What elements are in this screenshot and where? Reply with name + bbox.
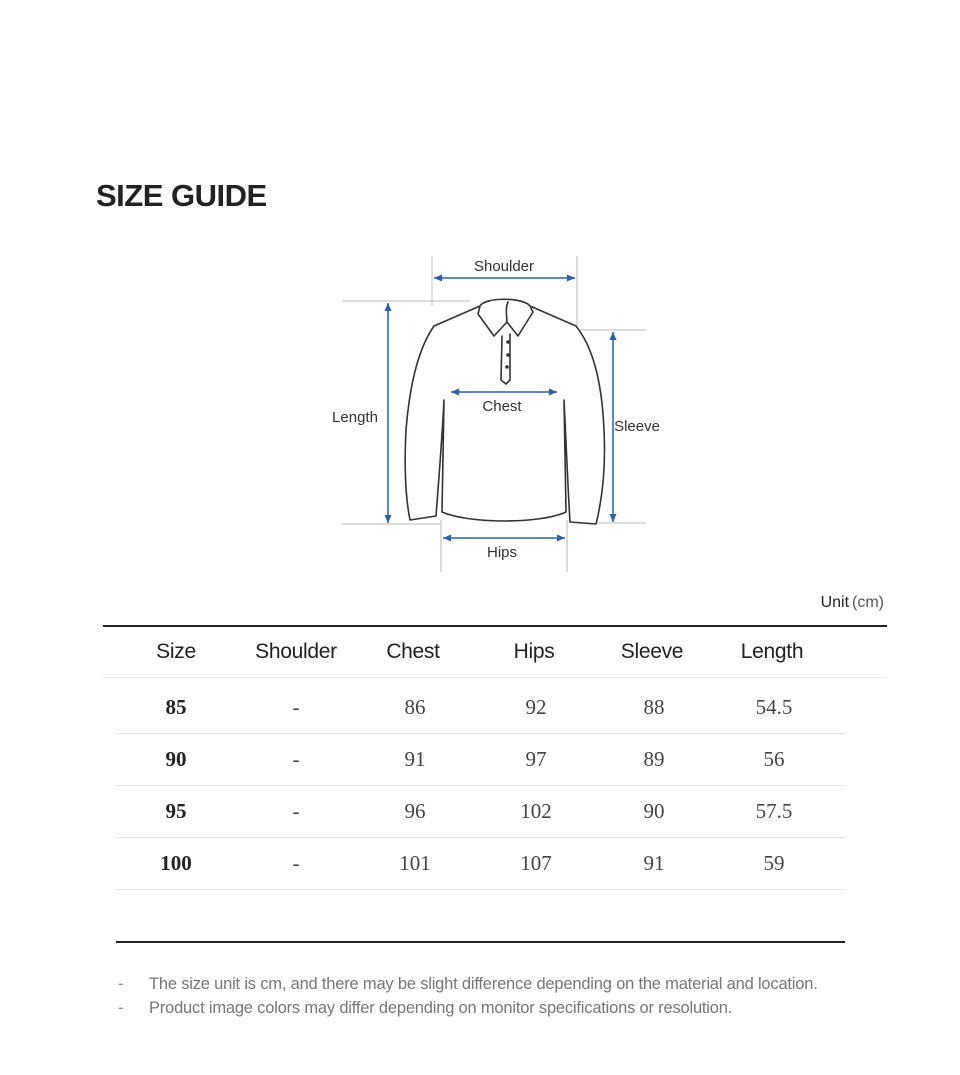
cell-size: 90 xyxy=(165,746,187,771)
cell-hips: 92 xyxy=(525,694,547,719)
column-header-sleeve: Sleeve xyxy=(620,640,684,663)
shirt-diagram-svg xyxy=(320,250,660,580)
column-header-length: Length xyxy=(740,640,804,663)
cell-size: 85 xyxy=(165,694,187,719)
table-row xyxy=(116,733,845,786)
cell-sleeve: 90 xyxy=(643,798,665,823)
size-notes xyxy=(118,972,818,1020)
cell-chest: 86 xyxy=(404,694,426,719)
diagram-label-length: Length xyxy=(332,409,378,426)
note-text: Product image colors may differ depending on monitor specifications or resolution. xyxy=(149,999,733,1017)
cell-chest: 91 xyxy=(404,746,426,771)
table-row xyxy=(116,785,845,838)
note-text: The size unit is cm, and there may be slight difference depending on the material and location. xyxy=(149,975,818,993)
table-bottom-rule xyxy=(116,941,845,943)
cell-hips: 107 xyxy=(520,850,552,875)
cell-length: 57.5 xyxy=(755,798,793,823)
size-diagram xyxy=(320,250,660,580)
column-header-chest: Chest xyxy=(386,640,440,663)
cell-chest: 96 xyxy=(404,798,426,823)
cell-chest: 101 xyxy=(399,850,431,875)
diagram-label-hips: Hips xyxy=(486,544,518,561)
cell-length: 54.5 xyxy=(755,694,793,719)
cell-shoulder: - xyxy=(292,694,300,719)
cell-sleeve: 91 xyxy=(643,850,665,875)
column-header-size: Size xyxy=(156,640,196,663)
note-marker: - xyxy=(118,999,124,1017)
cell-size: 100 xyxy=(160,850,192,875)
diagram-label-shoulder: Shoulder xyxy=(473,258,535,275)
cell-hips: 97 xyxy=(525,746,547,771)
table-row xyxy=(116,681,845,734)
note-item xyxy=(118,996,818,1020)
cell-hips: 102 xyxy=(520,798,552,823)
diagram-label-chest: Chest xyxy=(482,398,522,415)
cell-shoulder: - xyxy=(292,798,300,823)
cell-shoulder: - xyxy=(292,746,300,771)
note-marker: - xyxy=(118,975,124,993)
unit-indicator xyxy=(821,594,884,612)
size-table-header xyxy=(103,627,887,678)
cell-length: 56 xyxy=(763,746,785,771)
unit-label: Unit xyxy=(820,594,850,611)
note-item xyxy=(118,972,818,996)
diagram-label-sleeve: Sleeve xyxy=(614,418,660,435)
cell-shoulder: - xyxy=(292,850,300,875)
cell-size: 95 xyxy=(165,798,187,823)
unit-value: (cm) xyxy=(852,594,884,611)
cell-length: 59 xyxy=(763,850,785,875)
column-header-shoulder: Shoulder xyxy=(255,640,337,663)
table-row xyxy=(116,837,845,890)
cell-sleeve: 89 xyxy=(643,746,665,771)
cell-sleeve: 88 xyxy=(643,694,665,719)
column-header-hips: Hips xyxy=(513,640,555,663)
page-title: SIZE GUIDE xyxy=(96,178,267,213)
